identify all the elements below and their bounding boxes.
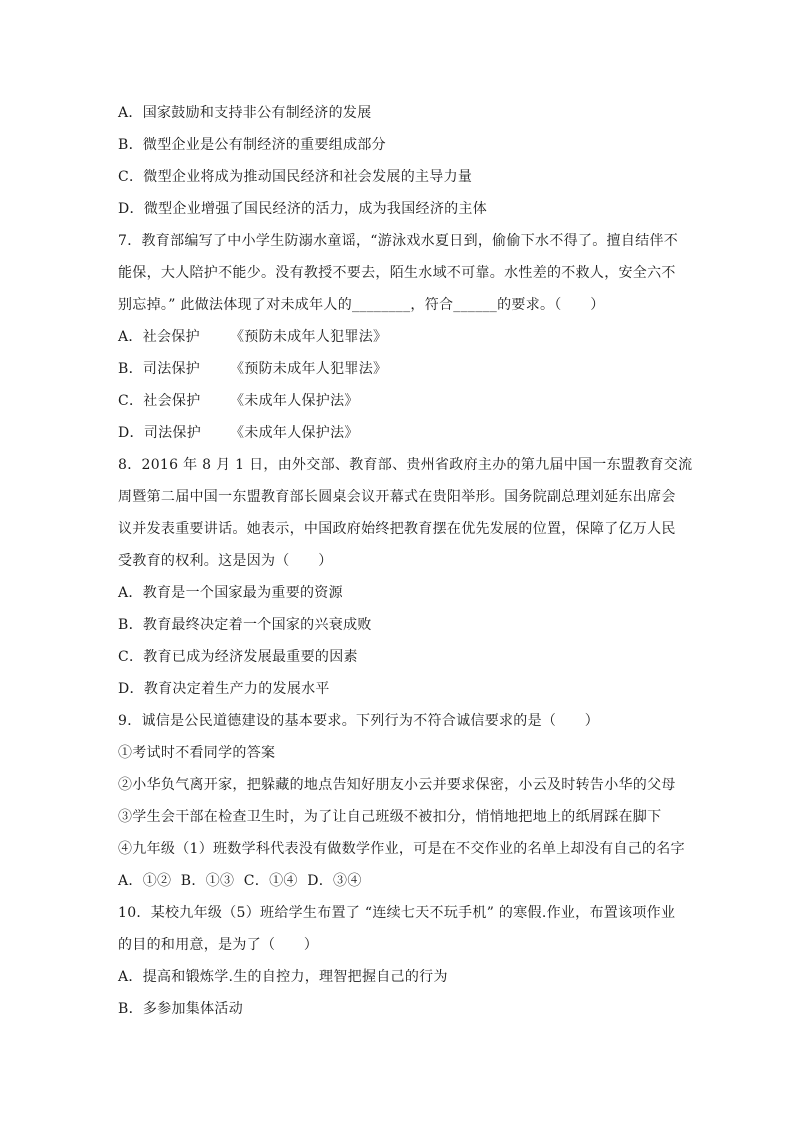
q9-item-2: ②小华负气离开家，把躲藏的地点告知好朋友小云并要求保密，小云及时转告小华的父母 bbox=[118, 777, 676, 793]
q8-option-a: A．教育是一个国家最为重要的资源 bbox=[118, 585, 343, 601]
q8-option-c: C．教育已成为经济发展最重要的因素 bbox=[118, 649, 358, 665]
q7-option-d-law: 《未成年人保护法》 bbox=[230, 425, 359, 441]
q7-option-a bbox=[118, 327, 387, 347]
q6-option-d: D．微型企业增强了国民经济的活力，成为我国经济的主体 bbox=[118, 201, 488, 217]
q9-item-3: ③学生会干部在检查卫生时，为了让自己班级不被扣分，悄悄地把地上的纸屑踩在脚下 bbox=[118, 809, 662, 825]
q7-option-c-label: C．社会保护 bbox=[118, 393, 201, 409]
q6-option-c: C．微型企业将成为推动国民经济和社会发展的主导力量 bbox=[118, 169, 473, 185]
q10-stem-line-1: 10．某校九年级（5）班给学生布置了 “连续七天不玩手机” 的寒假.作业，布置该项作业 bbox=[118, 905, 676, 921]
q7-option-a-label: A．社会保护 bbox=[118, 329, 200, 345]
q10-stem-line-2: 的目的和用意，是为了（ ） bbox=[118, 937, 319, 953]
q7-stem-line-2: 能保，大人陪护不能少。没有教授不要去，陌生水域不可靠。水性差的不救人，安全六不 bbox=[118, 265, 676, 281]
q7-stem-line-1: 7．教育部编写了中小学生防溺水童谣，“游泳戏水夏日到，偷偷下水不得了。擅自结伴不 bbox=[118, 233, 679, 249]
q7-option-b-label: B．司法保护 bbox=[118, 361, 201, 377]
q10-option-b: B．多参加集体活动 bbox=[118, 1001, 243, 1017]
q7-option-b-law: 《预防未成年人犯罪法》 bbox=[230, 361, 388, 377]
q9-item-1: ①考试时不看同学的答案 bbox=[118, 745, 276, 761]
q7-option-c-law: 《未成年人保护法》 bbox=[230, 393, 359, 409]
q8-stem-line-4: 受教育的权利。这是因为（ ） bbox=[118, 553, 333, 569]
q7-stem-line-3: 别忘掉。” 此做法体现了对未成年人的________，符合______的要求。（ ） bbox=[118, 297, 605, 313]
q7-option-d bbox=[118, 423, 359, 443]
q6-option-b: B．微型企业是公有制经济的重要组成部分 bbox=[118, 137, 386, 153]
q9-stem: 9．诚信是公民道德建设的基本要求。下列行为不符合诚信要求的是（ ） bbox=[118, 713, 600, 729]
q7-option-a-law: 《预防未成年人犯罪法》 bbox=[230, 329, 388, 345]
q9-options: A．①② B．①③ C．①④ D．③④ bbox=[118, 873, 362, 889]
q8-option-b: B．教育最终决定着一个国家的兴衰成败 bbox=[118, 617, 372, 633]
q6-option-a: A．国家鼓励和支持非公有制经济的发展 bbox=[118, 105, 372, 121]
q8-stem-line-1: 8．2016 年 8 月 1 日，由外交部、教育部、贵州省政府主办的第九届中国一东盟教育交流 bbox=[118, 457, 693, 473]
q8-stem-line-3: 议并发表重要讲话。她表示，中国政府始终把教育摆在优先发展的位置，保障了亿万人民 bbox=[118, 521, 676, 537]
q7-option-b bbox=[118, 359, 387, 379]
q8-stem-line-2: 周暨第二届中国一东盟教育部长圆桌会议开幕式在贵阳举形。国务院副总理刘延东出席会 bbox=[118, 489, 676, 505]
q9-item-4: ④九年级（1）班数学科代表没有做数学作业，可是在不交作业的名单上却没有自己的名字 bbox=[118, 841, 685, 857]
q8-option-d: D．教育决定着生产力的发展水平 bbox=[118, 681, 330, 697]
q7-option-d-label: D．司法保护 bbox=[118, 425, 202, 441]
q10-option-a: A．提高和锻炼学.生的自控力，理智把握自己的行为 bbox=[118, 969, 448, 985]
q7-option-c bbox=[118, 391, 359, 411]
